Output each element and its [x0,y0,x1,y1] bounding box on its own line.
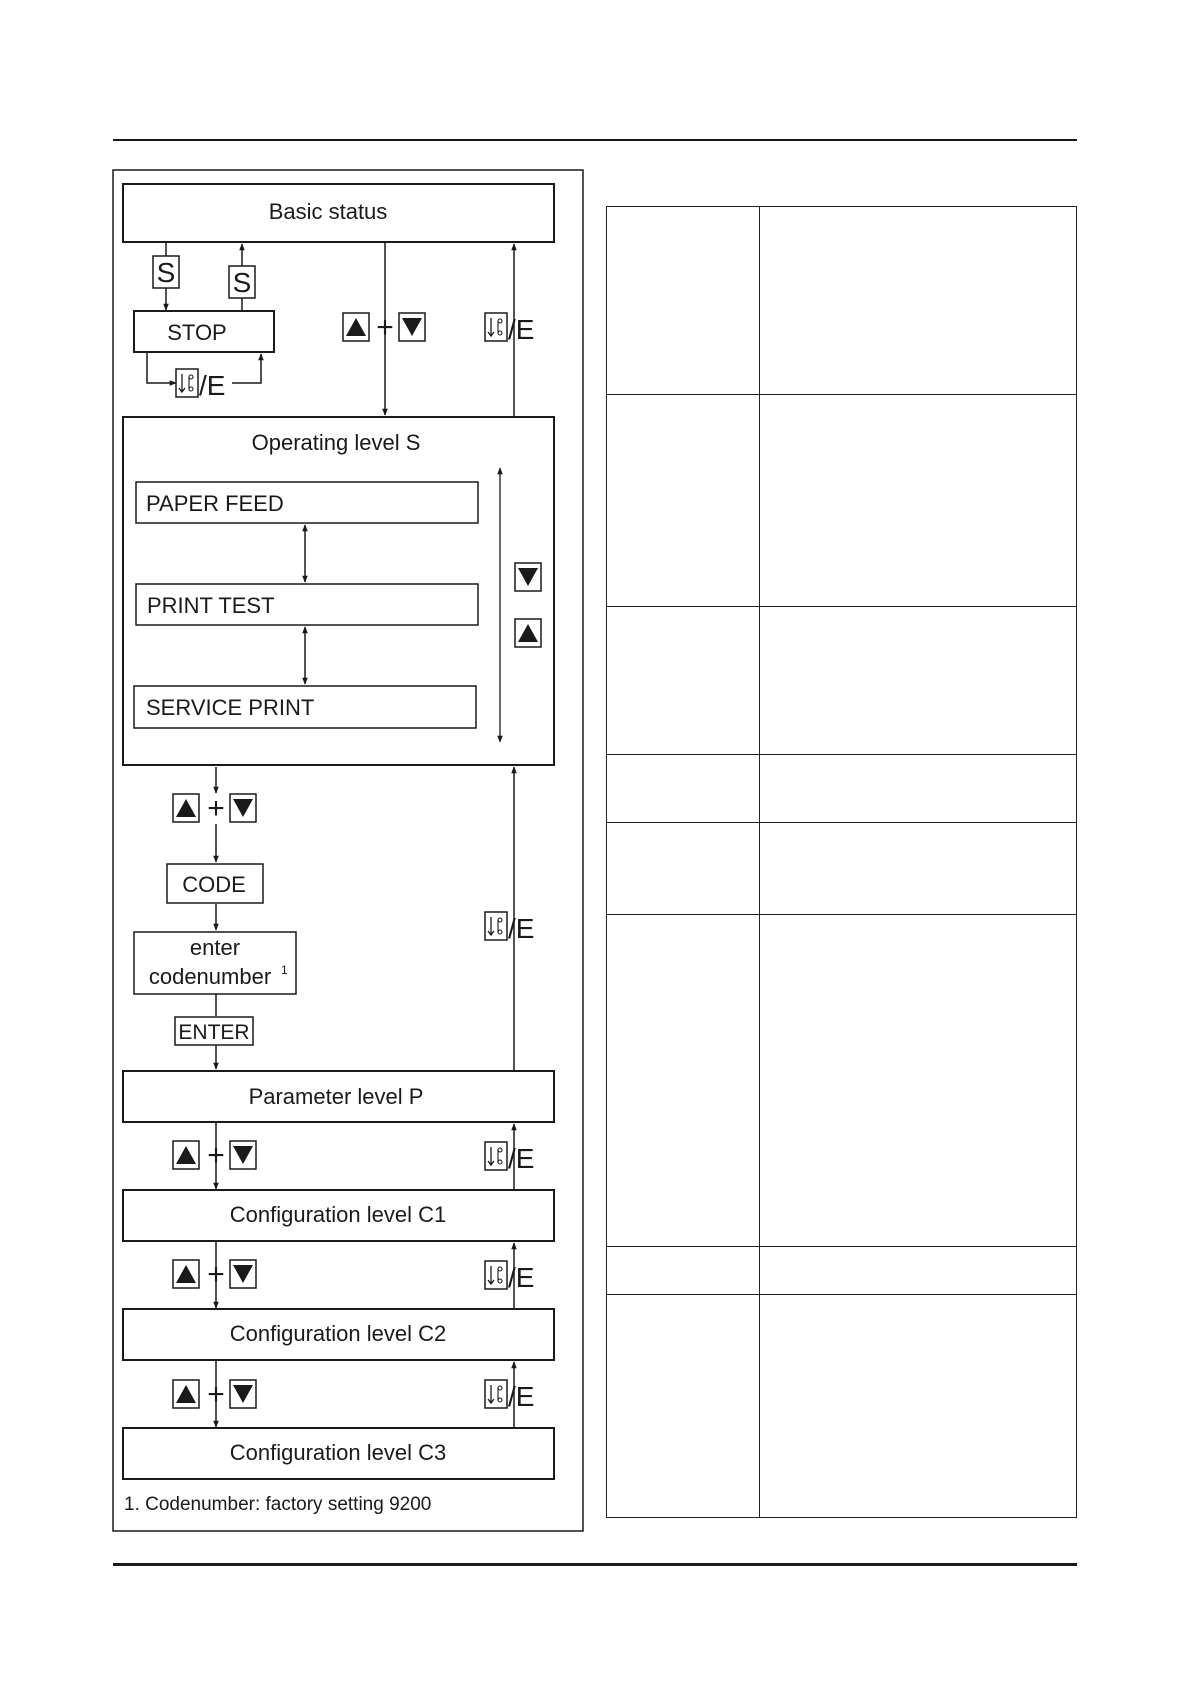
s-key-icon [229,266,255,298]
up-arrow-key-icon [173,1260,199,1288]
svg-text:/E: /E [199,370,226,401]
svg-text:/E: /E [508,1262,535,1293]
table-row-divider [607,394,1076,395]
svg-text:+: + [207,1139,225,1172]
op-item-label: SERVICE PRINT [146,695,315,720]
stop-label: STOP [167,320,227,345]
down-arrow-key-icon [230,1380,256,1408]
svg-text:S: S [156,257,176,288]
footnote-marker: 1 [281,963,288,977]
operating-level-label: Operating level S [251,430,421,455]
empty-description-table [606,206,1077,1518]
down-arrow-key-icon [230,794,256,822]
table-row-divider [607,754,1076,755]
parameter-level-label: Parameter level P [248,1084,424,1109]
up-down-key-combo [343,311,425,344]
basic-status-label: Basic status [268,199,388,224]
codenumber-label: codenumber [148,964,272,989]
paper-feed-exit-key-icon [485,1380,534,1412]
svg-text:+: + [376,311,394,344]
enter-label: enter [189,935,241,960]
svg-text:/E: /E [508,314,535,345]
down-arrow-key-icon [230,1260,256,1288]
table-row-divider [607,1246,1076,1247]
table-row-divider [607,822,1076,823]
paper-feed-exit-key-icon [485,313,534,345]
code-label: CODE [182,872,246,897]
svg-text:/E: /E [508,1381,535,1412]
up-arrow-key-icon [343,313,369,341]
up-down-key-combo [173,1139,256,1172]
paper-feed-exit-key-icon [485,1261,534,1293]
footnote: 1. Codenumber: factory setting 9200 [124,1494,432,1515]
down-arrow-key-icon [399,313,425,341]
table-row-divider [607,914,1076,915]
up-arrow-key-icon [515,619,541,647]
paper-feed-exit-key-icon [485,1142,534,1174]
table-column-divider [759,207,760,1517]
configuration-level-c1-label: Configuration level C1 [229,1202,447,1227]
up-arrow-key-icon [173,1141,199,1169]
up-down-key-combo [173,1378,256,1411]
paper-feed-exit-key-icon [485,912,534,944]
configuration-level-c3-label: Configuration level C3 [229,1440,447,1465]
down-arrow-key-icon [230,1141,256,1169]
svg-text:S: S [232,267,252,298]
down-arrow-key-icon [515,563,541,591]
up-arrow-key-icon [173,1380,199,1408]
svg-text:/E: /E [508,1143,535,1174]
up-down-key-combo [173,1258,256,1291]
table-row-divider [607,1294,1076,1295]
op-item-label: PRINT TEST [147,593,275,618]
up-down-key-combo [173,792,256,825]
svg-text:+: + [207,792,225,825]
svg-text:/E: /E [508,913,535,944]
paper-feed-exit-key-icon [176,369,225,401]
op-item-label: PAPER FEED [146,491,284,516]
svg-text:+: + [207,1258,225,1291]
enter-key-label: ENTER [178,1021,250,1044]
up-arrow-key-icon [173,794,199,822]
table-row-divider [607,606,1076,607]
configuration-level-c2-label: Configuration level C2 [229,1321,447,1346]
s-key-icon [153,256,179,288]
svg-text:+: + [207,1378,225,1411]
